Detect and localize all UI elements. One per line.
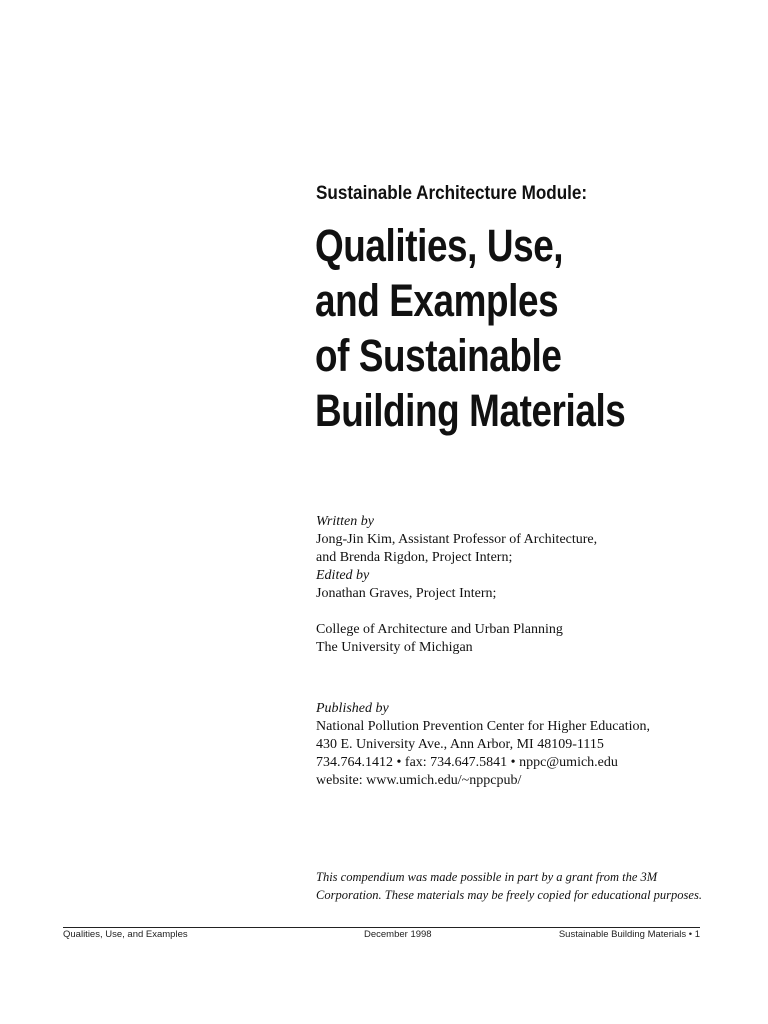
authors-line: and Brenda Rigdon, Project Intern; bbox=[316, 550, 513, 565]
note-line: Corporation. These materials may be freely copied for educational purposes. bbox=[316, 888, 702, 902]
footer-page: Sustainable Building Materials • 1 bbox=[558, 929, 700, 940]
note-line: This compendium was made possible in part by a grant from the 3M bbox=[316, 870, 658, 884]
footer-divider bbox=[63, 927, 700, 928]
publisher-name: National Pollution Prevention Center for Higher Education, bbox=[316, 719, 650, 734]
written-by-label: Written by bbox=[316, 514, 374, 529]
editor-line: Jonathan Graves, Project Intern; bbox=[316, 586, 497, 601]
publisher-block bbox=[316, 700, 650, 790]
grant-note bbox=[316, 868, 702, 904]
publisher-contact: 734.764.1412 • fax: 734.647.5841 • nppc@umich.edu bbox=[316, 755, 618, 770]
footer-date: December 1998 bbox=[364, 929, 432, 940]
footer-left: Qualities, Use, and Examples bbox=[63, 929, 188, 940]
title-line: Building Materials bbox=[315, 385, 626, 436]
title-line: and Examples bbox=[315, 275, 559, 326]
authors-line: Jong-Jin Kim, Assistant Professor of Architecture, bbox=[316, 532, 598, 547]
published-by-label: Published by bbox=[316, 701, 389, 716]
title-line: of Sustainable bbox=[315, 330, 562, 381]
module-subtitle: Sustainable Architecture Module: bbox=[316, 183, 588, 204]
page-title bbox=[315, 218, 625, 438]
college-line: College of Architecture and Urban Planning bbox=[316, 622, 563, 637]
publisher-address: 430 E. University Ave., Ann Arbor, MI 48109-1115 bbox=[316, 737, 604, 752]
edited-by-label: Edited by bbox=[316, 568, 370, 583]
publisher-website: website: www.umich.edu/~nppcpub/ bbox=[316, 773, 522, 788]
title-line: Qualities, Use, bbox=[315, 220, 564, 271]
credits-block bbox=[316, 513, 597, 657]
university-line: The University of Michigan bbox=[316, 640, 473, 655]
